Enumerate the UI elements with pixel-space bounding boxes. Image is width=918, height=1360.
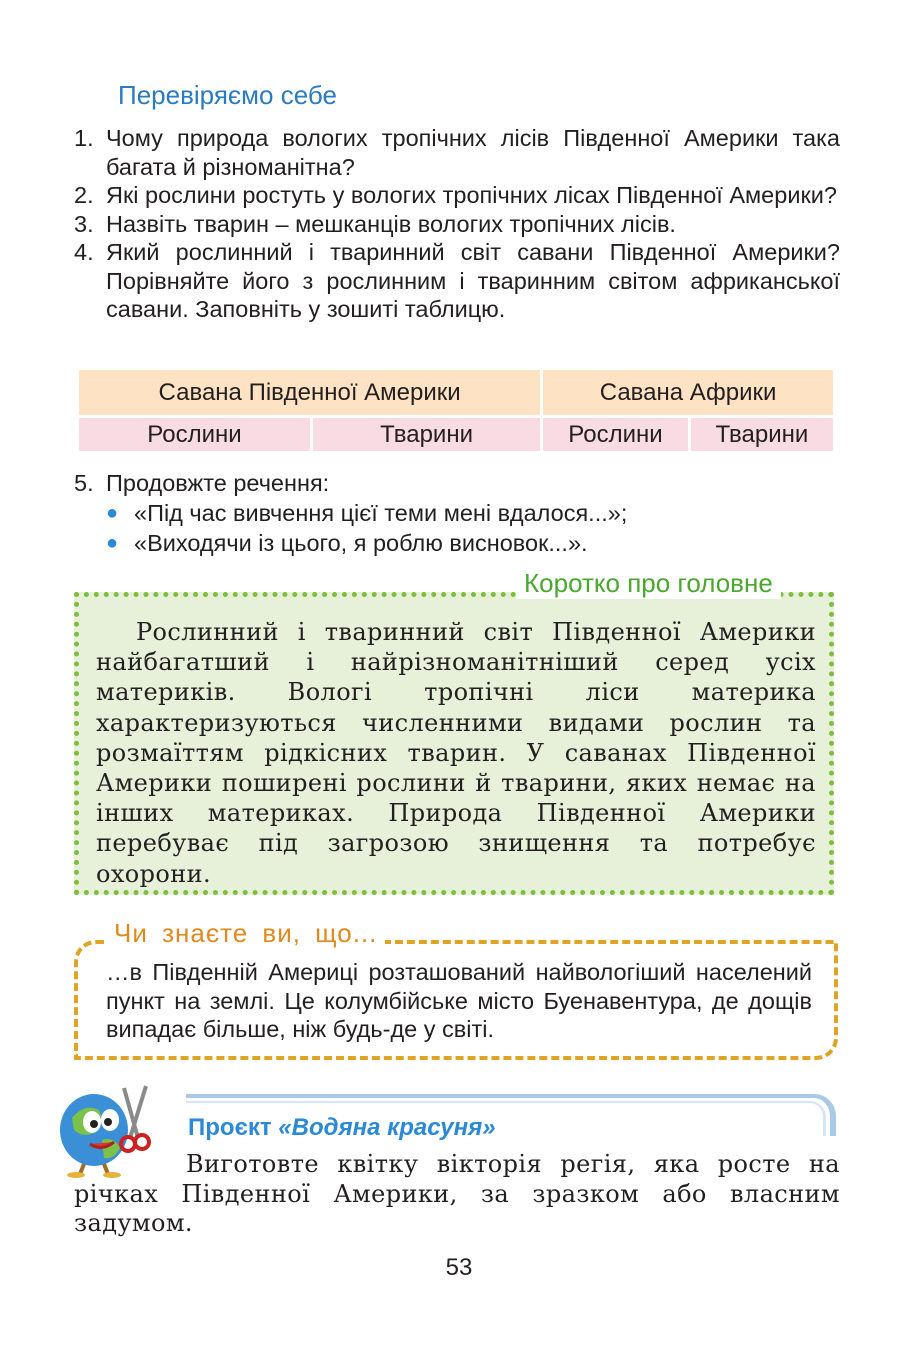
question-4 [74,238,840,324]
table-subheader-animals: Тварини [691,418,833,451]
page-number: 53 [445,1254,473,1281]
question-text: Який рослинний і тваринний світ савани Південної Америки? Порівняйте його з рослинним і тваринним світом африканської савани. Заповніть у зошиті таблицю. [106,239,840,322]
project-label: Проєкт [188,1114,272,1141]
table-subheader-animals: Тварини [313,418,540,451]
question-text: Які рослини ростуть у вологих тропічних лісах Південної Америки? [106,182,837,208]
list-item [74,528,840,558]
question-number: 4. [74,239,94,265]
question-2 [74,181,840,210]
question-5 [74,468,840,558]
question-number: 1. [74,125,94,151]
question-number: 5. [74,470,94,496]
savanna-comparison-table [76,367,836,454]
list-item [74,498,840,528]
table-header-africa: Савана Африки [543,370,833,415]
did-you-know-text: …в Південній Америці розташований найвологіший населений пункт на землі. Це колумбійське місто Буенавентура, де дощів випадає більше, ніж будь-де у світі. [106,959,812,1042]
project-name: «Водяна красуня» [278,1114,496,1141]
project-title [188,1114,496,1142]
project-text: Виготовте квітку вікторія регія, яка росте на річках Південної Америки, за зразком або власним задумом. [74,1150,840,1237]
bullet-icon: ● [106,502,119,524]
section-title-check: Перевіряємо себе [118,80,337,110]
bullet-text: «Під час вивчення цієї теми мені вдалося...»; [134,500,628,526]
question-text: Чому природа вологих тропічних лісів Південної Америки така багата й різноманітна? [106,125,840,180]
table-header-south-america: Савана Південної Америки [79,370,540,415]
question-number: 3. [74,210,94,237]
questions-list [74,124,840,324]
question-1 [74,124,840,181]
question-number: 2. [74,182,94,208]
table-subheader-plants: Рослини [543,418,688,451]
did-you-know-title: Чи знаєте ви, що... [106,918,385,949]
summary-title: Коротко про головне [516,568,781,599]
bullet-text: «Виходячи із цього, я роблю висновок...». [134,530,588,556]
question-text: Продовжте речення: [106,470,330,496]
question-3 [74,210,840,239]
question-text: Назвіть тварин – мешканців вологих тропічних лісів. [106,210,676,237]
bullet-icon: ● [106,532,119,554]
question-5-line [74,468,840,498]
summary-text: Рослинний і тваринний світ Південної Америки найбагатший і найрізноманітніший серед усіх материків. Вологі тропічні ліси материка характеризуються численними видами рослин та розмаїттям рідкісних тварин. У саванах Південної Америки поширені рослини й тварини, яких немає на інших материках. Природа Південної Америки перебуває під загрозою знищення та потребує охорони. [96,618,816,888]
table-subheader-plants: Рослини [79,418,310,451]
